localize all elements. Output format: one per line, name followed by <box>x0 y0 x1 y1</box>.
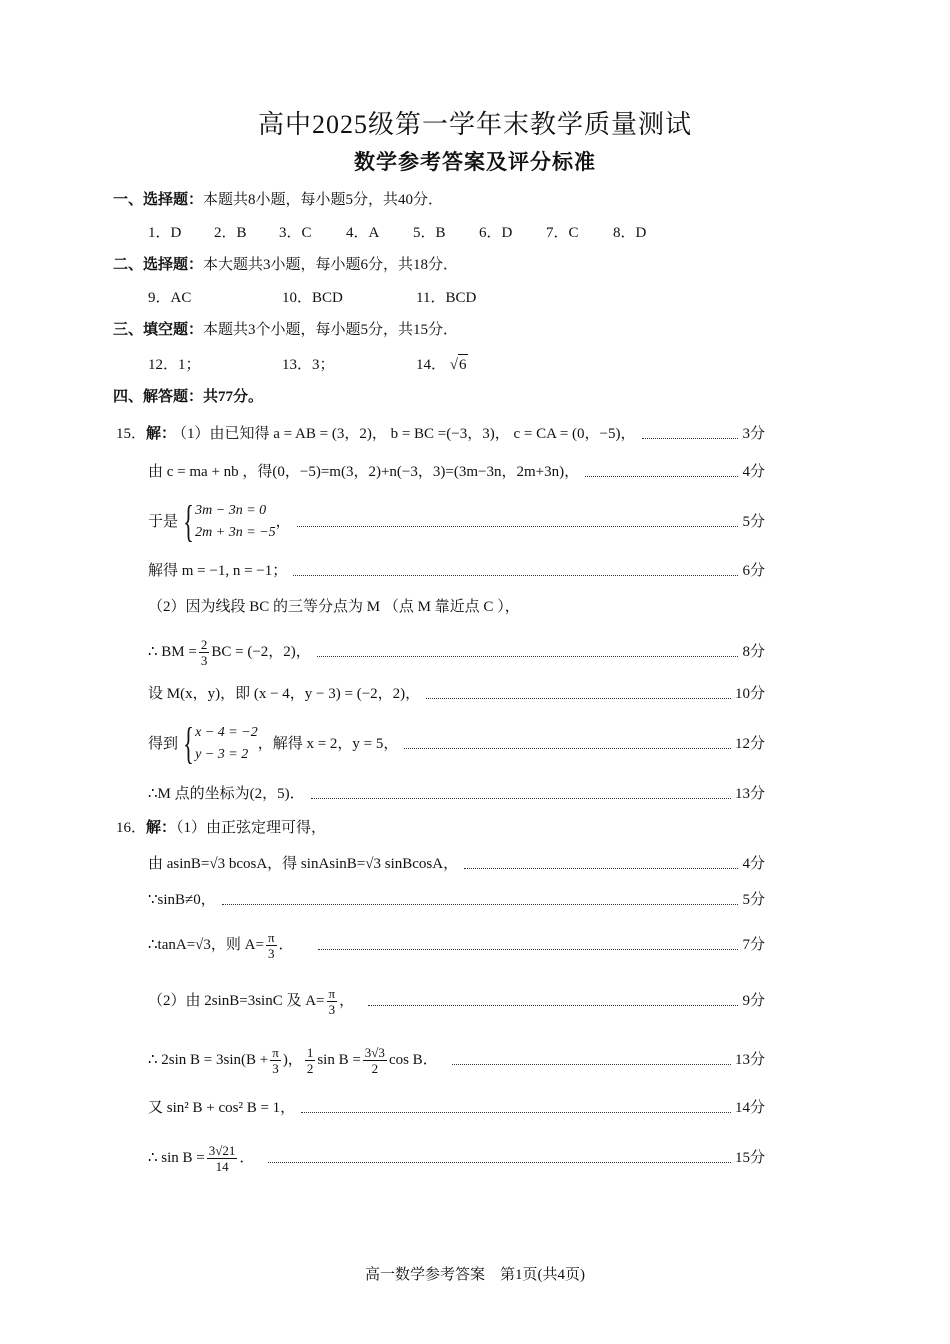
answer-2: 2．B <box>214 225 247 241</box>
q16-step-3: ∵sinB≠0， 5分 <box>148 892 765 908</box>
score-10: 10分 <box>734 686 765 702</box>
score-4: 4分 <box>742 856 765 872</box>
q15-step-6: ∴ BM = $\frac{2}{3}$ BC = (−2，2)， 8分 <box>148 636 765 668</box>
answer-7: 7．C <box>546 225 579 241</box>
answer-1: 1．D <box>148 225 182 241</box>
score-14: 14分 <box>734 1100 765 1116</box>
q16-step-8: ∴ sin B = $\frac{3√21}{14}$ ． 15分 <box>148 1142 765 1174</box>
q15-step-1: （1）由已知得 a = AB = (3，2)， b = BC =(−3，3)， c = CA = (0，−5)， 3分 <box>172 426 765 442</box>
q16-step-7: 又 sin² B + cos² B = 1， 14分 <box>148 1100 765 1116</box>
score-5: 5分 <box>742 514 765 530</box>
score-6: 6分 <box>742 563 765 579</box>
section-1 <box>113 190 443 210</box>
q16-step-6: ∴ 2sin B = 3sin(B + $\frac{\pi}{3}$ )， $\frac{1}{2}$ sin B = $\frac{3√3}{2}$ cos B． 13分 <box>148 1044 765 1076</box>
q15-step-7: 设 M(x，y)，即 (x − 4，y − 3) = (−2，2)， 10分 <box>148 686 765 702</box>
answer-4: 4．A <box>346 225 380 241</box>
score-15: 15分 <box>734 1150 765 1166</box>
q16-step-4: ∴tanA=√3，则 A= $\frac{\pi}{3}$ ． 7分 <box>148 929 765 961</box>
section-3 <box>113 320 458 340</box>
answers-2 <box>148 288 476 308</box>
score-13: 13分 <box>734 1052 765 1068</box>
score-5: 5分 <box>742 892 765 908</box>
q15-step-8: 得到 { x − 4 = −2 y − 3 = 2 ，解得 x = 2，y = 5， 12分 <box>148 719 765 768</box>
section-2-head: 二、选择题： <box>113 257 204 273</box>
q15-step-2: 由 c = ma + nb ，得(0，−5)=m(3，2)+n(−3，3)=(3m−3n，2m+3n)， 4分 <box>148 464 765 480</box>
q15-step-9: ∴M 点的坐标为(2，5)． 13分 <box>148 786 765 802</box>
answer-14: 14． √6 <box>416 354 468 375</box>
score-8: 8分 <box>742 644 765 660</box>
page-title: 高中2025级第一学年末教学质量测试 <box>257 110 692 139</box>
section-2-desc: 本大题共3小题，每小题6分，共18分． <box>203 257 459 273</box>
equation-system: { x − 4 = −2 y − 3 = 2 <box>183 719 258 768</box>
score-7: 7分 <box>742 937 765 953</box>
q15-step-4: 解得 m = −1, n = −1； 6分 <box>148 563 765 579</box>
section-3-desc: 本题共3个小题，每小题5分，共15分． <box>203 322 459 338</box>
section-1-desc: 本题共8小题，每小题5分，共40分． <box>203 192 444 208</box>
score-3: 3分 <box>742 426 765 442</box>
answer-11: 11．BCD <box>416 290 477 306</box>
q15-step-5: （2）因为线段 BC 的三等分点为 M （点 M 靠近点 C ）， <box>148 599 520 615</box>
score-13: 13分 <box>734 786 765 802</box>
section-1-head: 一、选择题： <box>113 192 204 208</box>
page-footer: 高一数学参考答案 第1页(共4页) <box>365 1267 585 1283</box>
q16-step-5: （2）由 2sinB=3sinC 及 A= $\frac{\pi}{3}$ ， 9分 <box>148 985 765 1017</box>
section-4-head: 四、解答题：共77分。 <box>113 389 264 405</box>
q16-step-2: 由 asinB=√3 bcosA，得 sinAsinB=√3 sinBcosA， 4分 <box>148 856 765 872</box>
answer-10: 10．BCD <box>282 290 343 306</box>
score-12: 12分 <box>734 736 765 752</box>
answer-8: 8．D <box>613 225 647 241</box>
answer-13: 13．3； <box>282 357 335 373</box>
score-9: 9分 <box>742 993 765 1009</box>
answer-3: 3．C <box>279 225 312 241</box>
q15-step-3: 于是 { 3m − 3n = 0 2m + 3n = −5 ， 5分 <box>148 497 765 546</box>
answers-3 <box>148 354 468 375</box>
equation-system: { 3m − 3n = 0 2m + 3n = −5 <box>183 497 276 546</box>
section-2 <box>113 255 458 275</box>
answer-9: 9．AC <box>148 290 192 306</box>
answer-12: 12．1； <box>148 357 201 373</box>
score-4: 4分 <box>742 464 765 480</box>
page-subtitle: 数学参考答案及评分标准 <box>354 150 596 174</box>
q16-number: 16．解：（1）由正弦定理可得， <box>116 820 327 836</box>
answer-14-radicand: 6 <box>458 354 468 375</box>
answers-1 <box>148 223 646 243</box>
section-3-head: 三、填空题： <box>113 322 204 338</box>
answer-5: 5．B <box>413 225 446 241</box>
answer-6: 6．D <box>479 225 513 241</box>
q15-number: 15．解： <box>116 426 177 442</box>
